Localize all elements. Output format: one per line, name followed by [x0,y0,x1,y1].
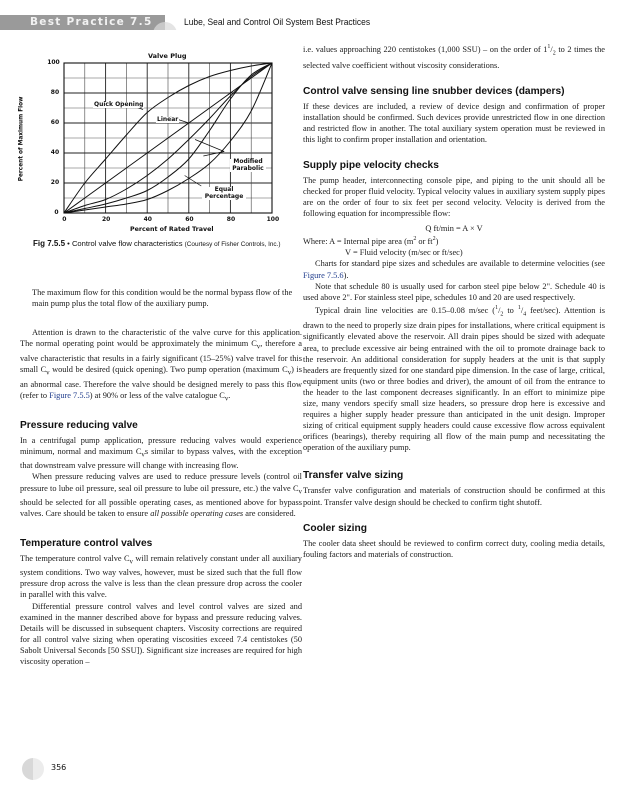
y-tick-label: 0 [54,209,59,216]
figure-link-7-5-6[interactable]: Figure 7.5.6 [303,270,344,280]
annotation-linear: Linear [157,116,179,123]
x-tick-label: 80 [226,216,236,223]
y-tick-label: 100 [47,59,60,66]
equation-where-a: Where: A = Internal pipe area ($m^2$ or $ft^2$) [303,236,439,247]
paragraph: Typical drain line velocities are 0.15–0.08 m/sec ($^1/_2$ to $^1/_4$ feet/sec). Attention is drawn to the need to properly size drain pipes for installations, where critical equipment is significantly elevated above the reservoir. All drain pipes should be sized with adequate area, to preclude excessive air being entrained with the oil to promote drainage back to the reservoir. An additional consideration for supply headers at the unit is that supply headers are frequently sized for one standard pipe dimension. In the case of large, critical, equipment units (two or three bodies and driver), the amount of oil from the entrance to the header to the last component decreases significantly. In an effort to minimize pipe size, many vendors specify small size headers, so pressure drop here is excessive and requires a higher supply header pressure than anticipated in the unit design. Improper sizing of critical equipment supply headers could cause excessive flow across equivalent orifices (bearings), thereby requiring all flow of the main pump and necessitating the operation of the auxiliary pump. [303,304,605,453]
paragraph: Charts for standard pipe sizes and schedules are available to determine velocities (see Figure 7.5.6). [303,259,605,280]
chart-title: Valve Plug [148,52,187,60]
paragraph: In a centrifugal pump application, pressure reducing valves would experience minimum, normal and maximum $C_vs$ similar to bypass valves, with the exception that downstream valve pressure will change with increasing flow. [20,435,302,471]
heading-snubber-devices: Control valve sensing line snubber devices (dampers) [303,85,565,97]
annotation-modified-parabolic: Modified Parabolic [230,159,266,172]
paragraph: If these devices are included, a review of device design and confirmation of proper installation should be confirmed. Such devices provide unrestricted flow in one direction and restricted flow in another. The total auxiliary system operation must be reviewed in this light to confirm proper installation and orientation. [303,101,605,144]
paragraph: Attention is drawn to the characteristic of the valve curve for this application. The normal operating point would be approximately the minimum $C_v$, therefore a valve characteristic that results in a fairly significant (15–25%) valve travel for this small $C_v$ would be desired (quick opening). Two pump operation (maximum $C_v$) is an abnormal case. Therefore the valve should be designed merely to pass this flow (refer to Figure 7.5.5) at 90% or less of the valve catalogue $C_v$. [20,328,302,403]
x-tick-label: 40 [143,216,152,223]
left-column [20,327,302,667]
paragraph: The temperature control valve $C_v$ will remain relatively constant under all auxiliary system conditions. Two way valves, however, must be sized such that the full flow pressure drop across the valve is less than the clean pressure drop across the cooler in parallel with this valve. [20,553,302,600]
paragraph: The pump header, interconnecting console pipe, and piping to the unit should all be checked for proper fluid velocity. Typical velocity values in auxiliary system supply pipes are on the order of four to six feet per second velocity. Velocity is derived from the following equation for incompressible flow: [303,176,605,219]
heading-temperature-control-valves: Temperature control valves [20,537,153,549]
y-tick-label: 80 [50,89,60,96]
figure-link-7-5-5[interactable]: Figure 7.5.5 [49,390,90,400]
x-tick-label: 0 [62,216,67,223]
y-tick-label: 60 [50,119,60,126]
left-indented-para: The maximum flow for this condition would be the normal bypass flow of the main pump plus the total flow of the auxiliary pump. [32,288,293,309]
paragraph: i.e. values approaching 220 centistokes (1,000 SSU) – on the order of $1^1/_2$ to 2 times the selected valve coefficient without viscosity considerations. [303,44,605,70]
page-number-ornament [22,758,44,780]
figure-credit: (Courtesy of Fisher Controls, Inc.) [184,241,281,248]
x-axis-label: Percent of Rated Travel [130,226,214,233]
annotation-equal-percentage: Equal Percentage [202,187,246,200]
figure-caption: Fig 7.5.5 • Control valve flow characteristics (Courtesy of Fisher Controls, Inc.) [33,239,281,248]
chart-plot [20,46,300,236]
paragraph: Transfer valve configuration and materials of construction should be confirmed at this point. Transfer valve design should be checked to confirm tight shutoff. [303,486,605,507]
x-tick-label: 60 [185,216,194,223]
figure-caption-text: Control valve flow characteristics [71,239,183,248]
y-tick-label: 20 [50,179,60,186]
y-tick-label: 40 [50,149,60,156]
running-header-title: Lube, Seal and Control Oil System Best Practices [184,17,371,27]
paragraph: Note that schedule 80 is usually used for carbon steel pipe below 2". Schedule 40 is used above 2". For stainless steel pipe, schedules 10 and 20 are used respectively. [303,281,605,302]
annotation-quick-opening: Quick Opening [94,101,144,108]
y-axis-label: Percent of Maximum Flow [18,96,25,182]
paragraph: When pressure reducing valves are used to reduce pressure levels (control oil pressure to lube oil pressure, seal oil pressure to lube oil pressure, etc.) the valve $C_v$ should be selected for all possible operating cases, as mentioned above for bypass valves. Care should be taken to ensure all possible operating cases are considered. [20,472,302,519]
heading-transfer-valve-sizing: Transfer valve sizing [303,470,404,482]
x-tick-label: 20 [102,216,111,223]
heading-supply-pipe-velocity: Supply pipe velocity checks [303,160,439,171]
valve-flow-chart [20,46,300,236]
right-column [303,42,605,560]
equation: Q ft/min = A × V [425,224,483,234]
x-tick-label: 100 [266,216,280,223]
paragraph: Differential pressure control valves and level control valves are sized and examined in the manner described above for bypass and pressure reducing valves. Details will be discussed in subsequent chapters. Viscosity corrections are required for all control valve sizing when operating viscosities exceed 7.4 centistokes (50 Sabolt Universal Seconds [50 SSU]). Significant size increases are required for high viscosity operation – [20,601,302,666]
equation-where-v: V = Fluid velocity (m/sec or ft/sec) [345,248,463,258]
figure-label: Fig 7.5.5 [33,239,66,248]
heading-pressure-reducing-valve: Pressure reducing valve [20,419,138,431]
paragraph: The cooler data sheet should be reviewed to confirm correct duty, cooling media details, fouling factors and materials of construction. [303,538,605,559]
heading-cooler-sizing: Cooler sizing [303,522,367,534]
section-header-bar [0,15,165,30]
section-label: Best Practice 7.5 [30,16,153,28]
page-number: 356 [51,763,67,772]
